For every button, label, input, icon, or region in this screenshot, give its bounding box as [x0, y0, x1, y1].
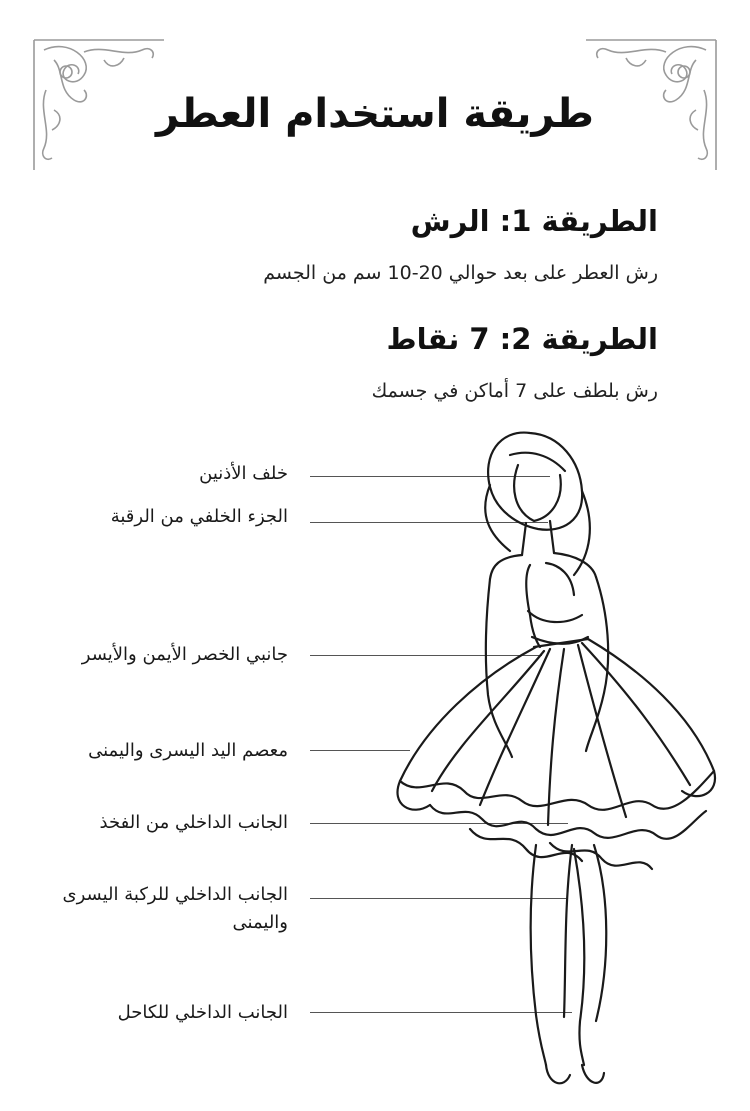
spot-label-wrists: معصم اليد اليسرى واليمنى: [88, 740, 288, 761]
page-title: طريقة استخدام العطر: [156, 91, 594, 137]
spot-label-inner-knees: الجانب الداخلي للركبة اليسرى واليمنى: [62, 884, 288, 933]
method-2-description: رش بلطف على 7 أماكن في جسمك: [371, 380, 658, 402]
method-1-heading: الطريقة 1: الرش: [410, 204, 658, 238]
spot-label-waist-sides: جانبي الخصر الأيمن والأيسر: [81, 644, 288, 665]
spot-label-inner-ankle: الجانب الداخلي للكاحل: [117, 1002, 288, 1023]
spot-label-inner-thigh: الجانب الداخلي من الفخذ: [99, 812, 288, 833]
woman-in-tutu-illustration: [360, 425, 740, 1105]
method-1-description: رش العطر على بعد حوالي 20-10 سم من الجسم: [263, 262, 658, 284]
spot-label-back-of-neck: الجزء الخلفي من الرقبة: [110, 506, 288, 527]
spot-label-behind-ears: خلف الأذنين: [199, 463, 288, 484]
method-2-heading: الطريقة 2: 7 نقاط: [386, 322, 658, 356]
